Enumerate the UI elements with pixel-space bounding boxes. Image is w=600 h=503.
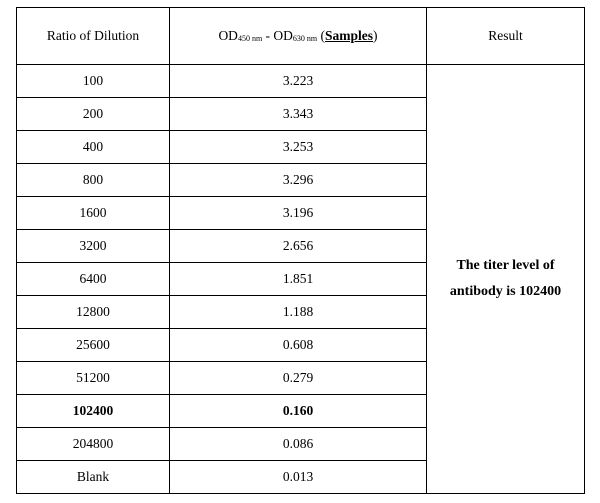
result-cell [427,65,585,494]
od-cell: 0.608 [170,329,427,362]
od-cell: 3.343 [170,98,427,131]
od-cell: 0.160 [170,395,427,428]
header-od-close: ) [373,28,378,43]
header-od-open: ( [317,28,326,43]
header-od [170,8,427,65]
od-cell: 2.656 [170,230,427,263]
table-row [17,65,585,98]
od-cell: 0.086 [170,428,427,461]
od-cell: 0.279 [170,362,427,395]
dilution-cell: 204800 [17,428,170,461]
dilution-cell: 12800 [17,296,170,329]
dilution-cell: 1600 [17,197,170,230]
od-cell: 3.196 [170,197,427,230]
dilution-cell: 800 [17,164,170,197]
od-cell: 3.223 [170,65,427,98]
dilution-cell: 3200 [17,230,170,263]
dilution-cell: 200 [17,98,170,131]
header-od-sub2: 630 nm [292,34,318,43]
header-od-prefix: OD [218,28,238,43]
header-od-sub1: 450 nm [237,34,263,43]
dilution-cell: 51200 [17,362,170,395]
header-od-samples: Samples [325,28,374,43]
od-cell: 3.253 [170,131,427,164]
od-cell: 0.013 [170,461,427,494]
dilution-cell: 6400 [17,263,170,296]
od-cell: 1.851 [170,263,427,296]
header-result: Result [427,8,585,65]
dilution-cell: 100 [17,65,170,98]
header-row [17,8,585,65]
od-cell: 1.188 [170,296,427,329]
header-od-mid: - OD [262,28,293,43]
dilution-cell: 400 [17,131,170,164]
dilution-cell: Blank [17,461,170,494]
header-dilution: Ratio of Dilution [17,8,170,65]
dilution-cell: 102400 [17,395,170,428]
od-cell: 3.296 [170,164,427,197]
result-text: The titer level of antibody is 102400 [449,258,562,299]
titer-table [16,7,585,494]
dilution-cell: 25600 [17,329,170,362]
